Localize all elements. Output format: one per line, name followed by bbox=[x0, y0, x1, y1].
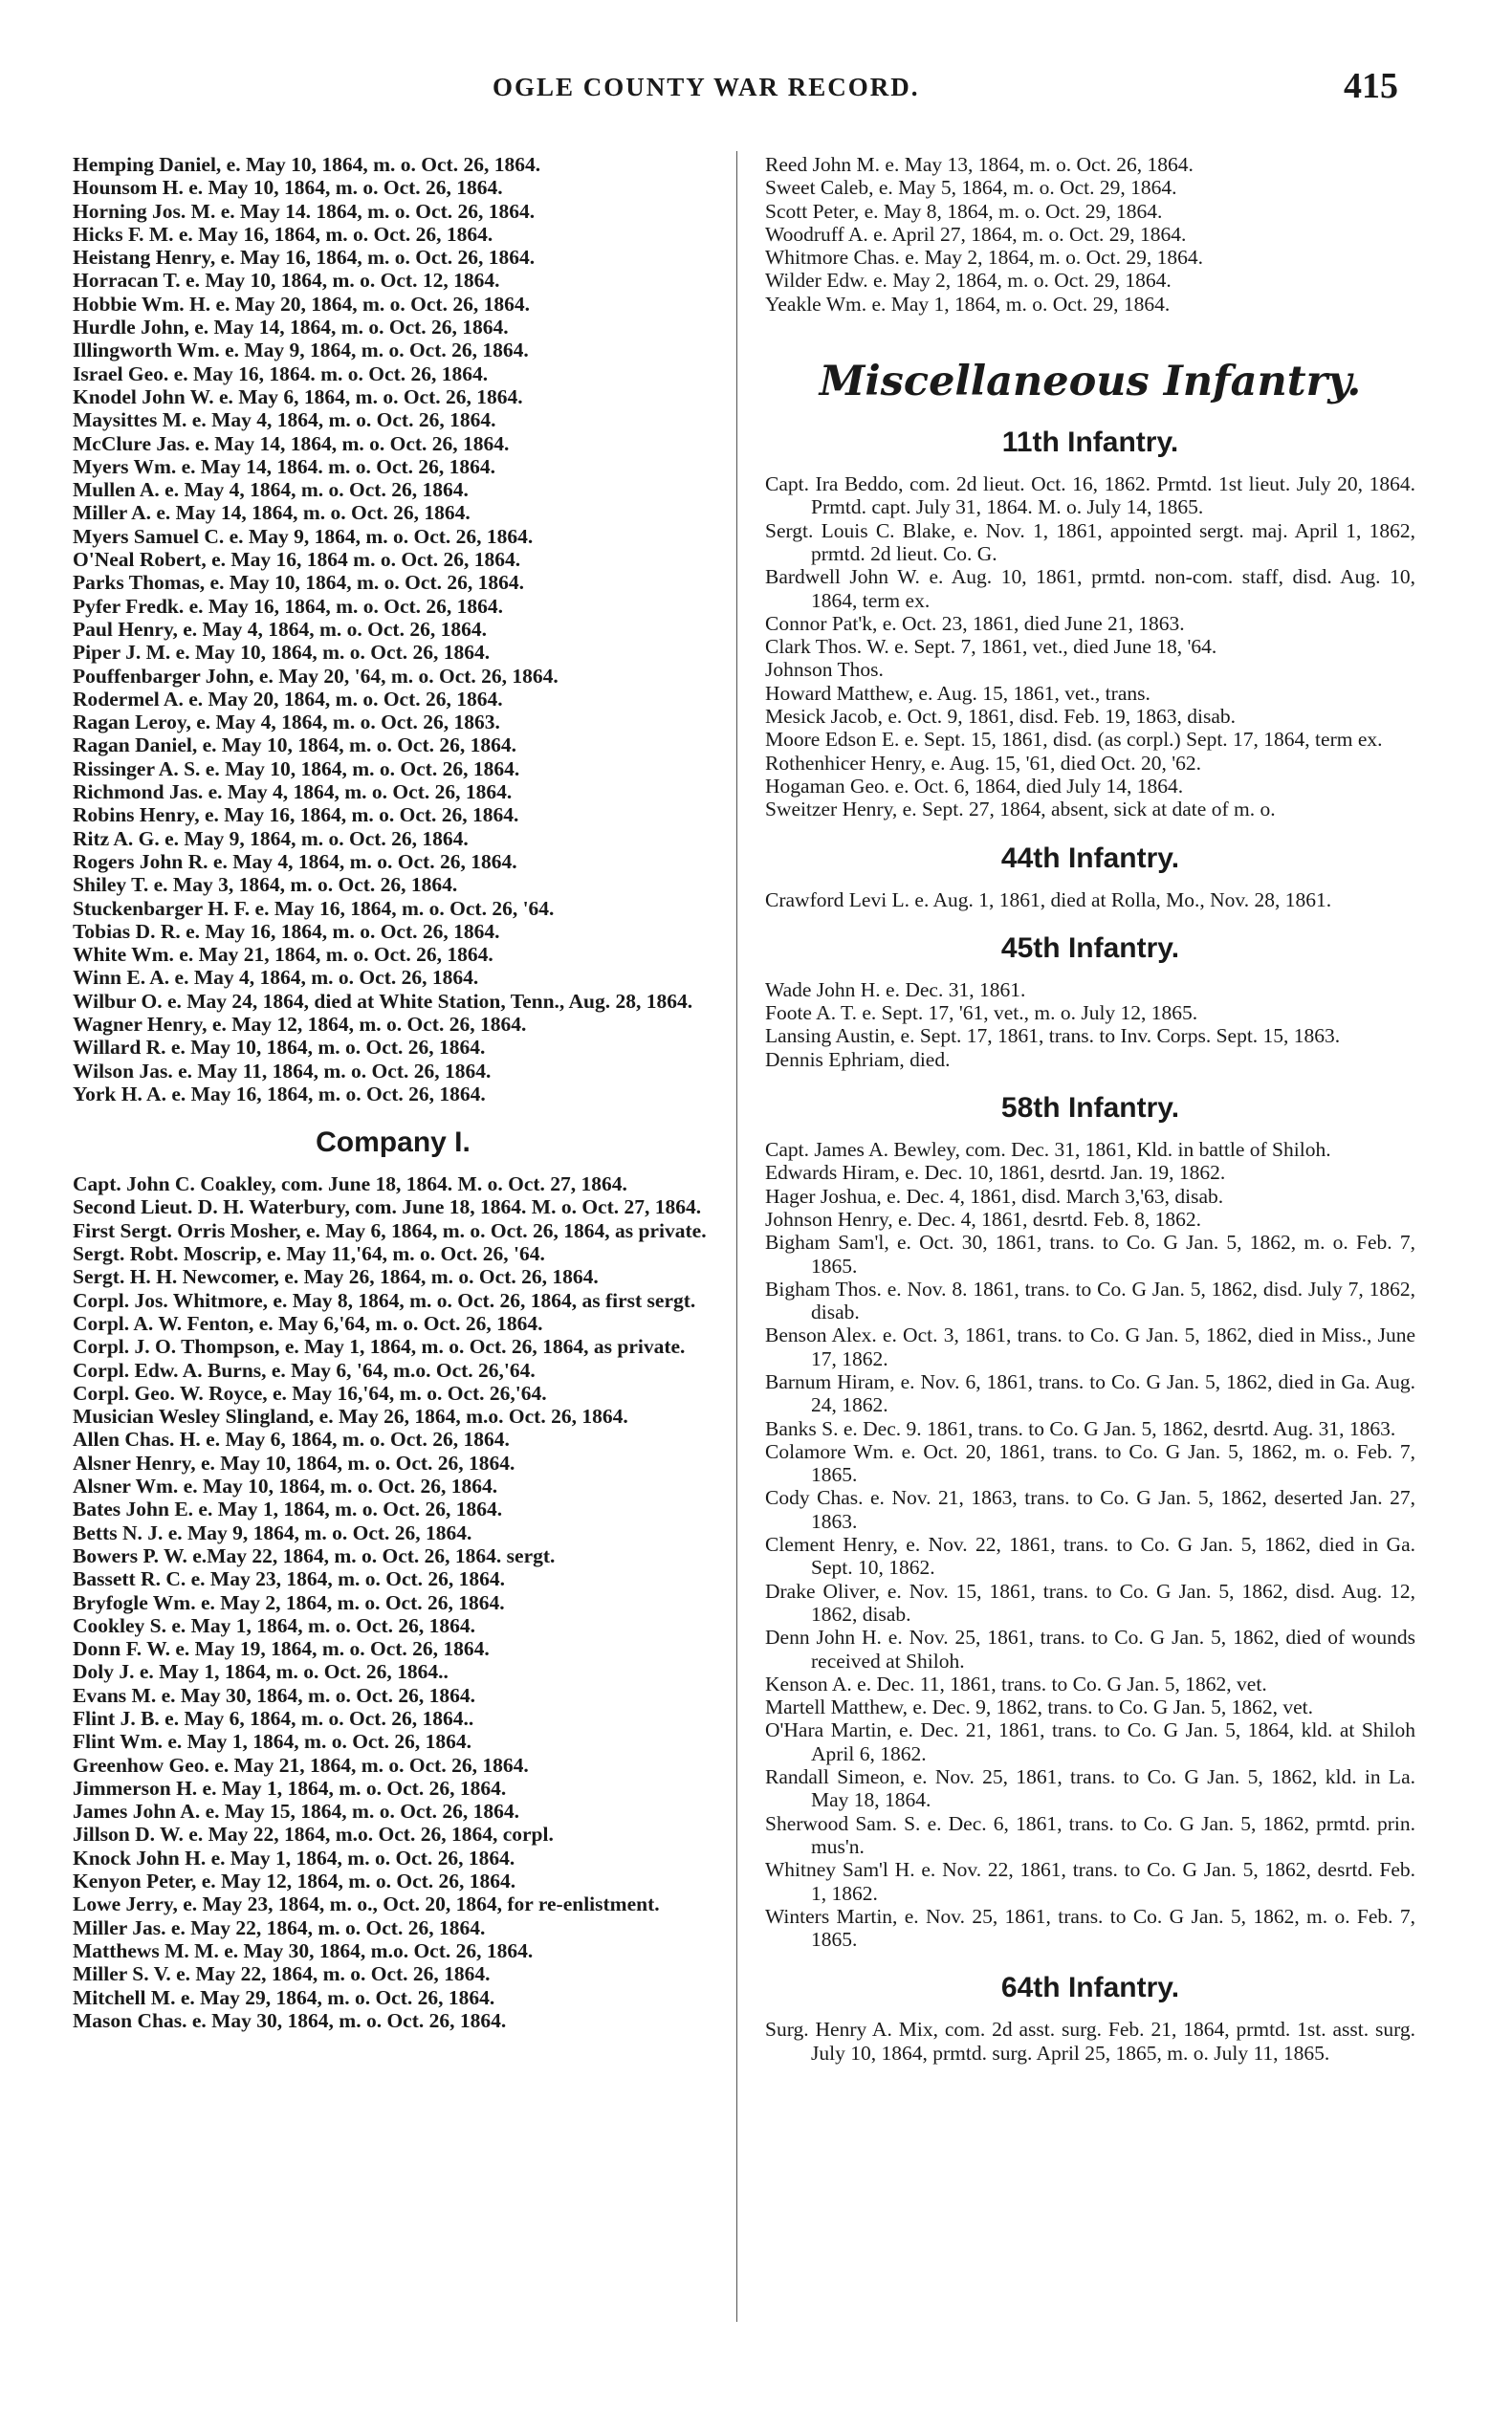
roster-entry: Hounsom H. e. May 10, 1864, m. o. Oct. 26, 1864. bbox=[73, 176, 503, 200]
roster-entry: Paul Henry, e. May 4, 1864, m. o. Oct. 26, 1864. bbox=[73, 617, 487, 641]
roster-entry: Pouffenbarger John, e. May 20, '64, m. o. Oct. 26, 1864. bbox=[73, 664, 559, 688]
roster-entry: Matthews M. M. e. May 30, 1864, m.o. Oct. 26, 1864. bbox=[73, 1938, 534, 1962]
roster-entry: Jillson D. W. e. May 22, 1864, m.o. Oct. 26, 1864, corpl. bbox=[73, 1823, 554, 1847]
roster-entry: Ragan Leroy, e. May 4, 1864, m. o. Oct. 26, 1863. bbox=[73, 711, 500, 734]
page-number: 415 bbox=[1344, 66, 1398, 106]
roster-entry: O'Neal Robert, e. May 16, 1864 m. o. Oct. 26, 1864. bbox=[73, 548, 521, 572]
roster-entry: Doly J. e. May 1, 1864, m. o. Oct. 26, 1864.. bbox=[73, 1660, 449, 1684]
roster-entry: Miller Jas. e. May 22, 1864, m. o. Oct. 26, 1864. bbox=[73, 1915, 486, 1939]
left-column bbox=[73, 153, 713, 2032]
roster-entry: Corpl. A. W. Fenton, e. May 6,'64, m. o. Oct. 26, 1864. bbox=[73, 1311, 543, 1335]
roster-entry: Ritz A. G. e. May 9, 1864, m. o. Oct. 26, 1864. bbox=[73, 826, 469, 850]
roster-entry: Myers Samuel C. e. May 9, 1864, m. o. Oct. 26, 1864. bbox=[73, 524, 534, 548]
roster-entry: Johnson Thos. bbox=[765, 658, 884, 682]
roster-entry: Myers Wm. e. May 14, 1864. m. o. Oct. 26, 1864. bbox=[73, 454, 496, 478]
roster-entry: Miller A. e. May 14, 1864, m. o. Oct. 26, 1864. bbox=[73, 501, 471, 525]
roster-list-continued-right bbox=[765, 153, 1415, 316]
roster-entry: Bates John E. e. May 1, 1864, m. o. Oct. 26, 1864. bbox=[73, 1498, 503, 1521]
roster-entry: Alsner Henry, e. May 10, 1864, m. o. Oct. 26, 1864. bbox=[73, 1451, 515, 1475]
roster-entry: First Sergt. Orris Mosher, e. May 6, 1864, m. o. Oct. 26, 1864, as private. bbox=[73, 1218, 707, 1242]
roster-entry: Piper J. M. e. May 10, 1864, m. o. Oct. 26, 1864. bbox=[73, 641, 491, 665]
roster-entry: Lowe Jerry, e. May 23, 1864, m. o., Oct. 20, 1864, for re-enlistment. bbox=[73, 1892, 660, 1916]
roster-entry: Yeakle Wm. e. May 1, 1864, m. o. Oct. 29, 1864. bbox=[765, 292, 1171, 316]
roster-entry: Cookley S. e. May 1, 1864, m. o. Oct. 26, 1864. bbox=[73, 1613, 476, 1637]
roster-entry: Colamore Wm. e. Oct. 20, 1861, trans. to Co. G Jan. 5, 1862, m. o. Feb. 7, 1865. bbox=[765, 1439, 1415, 1487]
right-column bbox=[765, 153, 1415, 2065]
roster-entry: Corpl. Edw. A. Burns, e. May 6, '64, m.o. Oct. 26,'64. bbox=[73, 1358, 536, 1382]
roster-entry: Horning Jos. M. e. May 14. 1864, m. o. Oct. 26, 1864. bbox=[73, 199, 536, 223]
roster-entry: Lansing Austin, e. Sept. 17, 1861, trans. to Inv. Corps. Sept. 15, 1863. bbox=[765, 1024, 1341, 1048]
roster-entry: Kenson A. e. Dec. 11, 1861, trans. to Co. G Jan. 5, 1862, vet. bbox=[765, 1672, 1267, 1695]
roster-entry: James John A. e. May 15, 1864, m. o. Oct. 26, 1864. bbox=[73, 1800, 519, 1824]
roster-entry: Rissinger A. S. e. May 10, 1864, m. o. Oct. 26, 1864. bbox=[73, 756, 520, 780]
roster-entry: Corpl. Jos. Whitmore, e. May 8, 1864, m. o. Oct. 26, 1864, as first sergt. bbox=[73, 1288, 696, 1312]
roster-entry: Robins Henry, e. May 16, 1864, m. o. Oct. 26, 1864. bbox=[73, 803, 519, 827]
roster-entry: Randall Simeon, e. Nov. 25, 1861, trans. to Co. G Jan. 5, 1862, kld. in La. May 18, 1864. bbox=[765, 1765, 1415, 1812]
roster-entry: Barnum Hiram, e. Nov. 6, 1861, trans. to Co. G Jan. 5, 1862, died in Ga. Aug. 24, 1862. bbox=[765, 1369, 1415, 1417]
roster-entry: Willard R. e. May 10, 1864, m. o. Oct. 26, 1864. bbox=[73, 1036, 486, 1060]
roster-entry: Allen Chas. H. e. May 6, 1864, m. o. Oct. 26, 1864. bbox=[73, 1428, 510, 1452]
roster-entry: Connor Pat'k, e. Oct. 23, 1861, died June 21, 1863. bbox=[765, 611, 1185, 635]
roster-entry: Wagner Henry, e. May 12, 1864, m. o. Oct. 26, 1864. bbox=[73, 1012, 527, 1036]
roster-entry: Flint Wm. e. May 1, 1864, m. o. Oct. 26, 1864. bbox=[73, 1730, 472, 1754]
infantry-section-heading: 58th Infantry. bbox=[1000, 1092, 1180, 1125]
infantry-section-entries bbox=[765, 472, 1415, 820]
roster-entry: Horracan T. e. May 10, 1864, m. o. Oct. 12, 1864. bbox=[73, 269, 500, 293]
infantry-sections bbox=[765, 427, 1415, 2065]
roster-entry: Alsner Wm. e. May 10, 1864, m. o. Oct. 26, 1864. bbox=[73, 1475, 498, 1498]
roster-entry: Wilson Jas. e. May 11, 1864, m. o. Oct. 26, 1864. bbox=[73, 1059, 492, 1083]
roster-entry: Sergt. Louis C. Blake, e. Nov. 1, 1861, appointed sergt. maj. April 1, 1862, prmtd. 2d lieut. Co. G. bbox=[765, 518, 1415, 565]
roster-entry: Bowers P. W. e.May 22, 1864, m. o. Oct. 26, 1864. sergt. bbox=[73, 1543, 556, 1567]
roster-entry: Crawford Levi L. e. Aug. 1, 1861, died at Rolla, Mo., Nov. 28, 1861. bbox=[765, 887, 1332, 911]
roster-entry: Knock John H. e. May 1, 1864, m. o. Oct. 26, 1864. bbox=[73, 1846, 515, 1870]
roster-entry: Winn E. A. e. May 4, 1864, m. o. Oct. 26, 1864. bbox=[73, 966, 479, 990]
roster-entry: Rothenhicer Henry, e. Aug. 15, '61, died Oct. 20, '62. bbox=[765, 751, 1201, 775]
roster-entry: Hobbie Wm. H. e. May 20, 1864, m. o. Oct. 26, 1864. bbox=[73, 292, 530, 316]
page-header bbox=[0, 65, 1512, 113]
roster-entry: Bardwell John W. e. Aug. 10, 1861, prmtd. non-com. staff, disd. Aug. 10, 1864, term ex. bbox=[765, 565, 1415, 612]
roster-entry: Banks S. e. Dec. 9. 1861, trans. to Co. G Jan. 5, 1862, desrtd. Aug. 31, 1863. bbox=[765, 1416, 1396, 1440]
roster-entry: Hurdle John, e. May 14, 1864, m. o. Oct. 26, 1864. bbox=[73, 316, 509, 339]
infantry-section-heading: 45th Infantry. bbox=[1000, 931, 1180, 964]
roster-entry: Jimmerson H. e. May 1, 1864, m. o. Oct. 26, 1864. bbox=[73, 1776, 507, 1800]
roster-entry: Mullen A. e. May 4, 1864, m. o. Oct. 26, 1864. bbox=[73, 478, 469, 502]
roster-entry: Mesick Jacob, e. Oct. 9, 1861, disd. Feb. 19, 1863, disab. bbox=[765, 705, 1237, 729]
roster-entry: Howard Matthew, e. Aug. 15, 1861, vet., trans. bbox=[765, 681, 1150, 705]
roster-entry: Clark Thos. W. e. Sept. 7, 1861, vet., died June 18, '64. bbox=[765, 635, 1217, 659]
roster-entry: York H. A. e. May 16, 1864, m. o. Oct. 26, 1864. bbox=[73, 1082, 486, 1105]
roster-entry: Bigham Sam'l, e. Oct. 30, 1861, trans. to Co. G Jan. 5, 1862, m. o. Feb. 7, 1865. bbox=[765, 1231, 1415, 1278]
roster-entry: O'Hara Martin, e. Dec. 21, 1861, trans. to Co. G Jan. 5, 1864, kld. at Shiloh April 6, 1862. bbox=[765, 1718, 1415, 1765]
roster-entry: Benson Alex. e. Oct. 3, 1861, trans. to Co. G Jan. 5, 1862, died in Miss., June 17, 1862. bbox=[765, 1323, 1415, 1370]
roster-entry: Capt. James A. Bewley, com. Dec. 31, 1861, Kld. in battle of Shiloh. bbox=[765, 1138, 1331, 1162]
roster-entry: Israel Geo. e. May 16, 1864. m. o. Oct. 26, 1864. bbox=[73, 361, 489, 385]
roster-entry: Edwards Hiram, e. Dec. 10, 1861, desrtd. Jan. 19, 1862. bbox=[765, 1161, 1226, 1185]
roster-entry: Hogaman Geo. e. Oct. 6, 1864, died July 14, 1864. bbox=[765, 774, 1184, 798]
roster-entry: Sherwood Sam. S. e. Dec. 6, 1861, trans. to Co. G Jan. 5, 1862, prmtd. prin. mus'n. bbox=[765, 1811, 1415, 1858]
roster-entry: Illingworth Wm. e. May 9, 1864, m. o. Oct. 26, 1864. bbox=[73, 339, 529, 362]
roster-list-continued bbox=[73, 153, 713, 1105]
roster-entry: Capt. Ira Beddo, com. 2d lieut. Oct. 16, 1862. Prmtd. 1st lieut. July 20, 1864. Prmtd. capt. July 31, 1864. M. o. July 14, 1865. bbox=[765, 472, 1415, 519]
roster-entry: Musician Wesley Slingland, e. May 26, 1864, m.o. Oct. 26, 1864. bbox=[73, 1405, 628, 1429]
roster-entry: Whitney Sam'l H. e. Nov. 22, 1861, trans. to Co. G Jan. 5, 1862, desrtd. Feb. 1, 1862. bbox=[765, 1858, 1415, 1905]
roster-entry: Maysittes M. e. May 4, 1864, m. o. Oct. 26, 1864. bbox=[73, 408, 496, 432]
roster-entry: Reed John M. e. May 13, 1864, m. o. Oct. 26, 1864. bbox=[765, 153, 1194, 176]
roster-entry: Mason Chas. e. May 30, 1864, m. o. Oct. 26, 1864. bbox=[73, 2008, 507, 2032]
roster-entry: Corpl. J. O. Thompson, e. May 1, 1864, m. o. Oct. 26, 1864, as private. bbox=[73, 1335, 686, 1359]
roster-entry: Shiley T. e. May 3, 1864, m. o. Oct. 26, 1864. bbox=[73, 873, 458, 897]
roster-entry: Bigham Thos. e. Nov. 8. 1861, trans. to Co. G Jan. 5, 1862, disd. July 7, 1862, disab. bbox=[765, 1277, 1415, 1324]
running-title: OGLE COUNTY WAR RECORD. bbox=[493, 73, 920, 101]
roster-entry: Ragan Daniel, e. May 10, 1864, m. o. Oct. 26, 1864. bbox=[73, 733, 517, 757]
roster-entry: Pyfer Fredk. e. May 16, 1864, m. o. Oct. 26, 1864. bbox=[73, 594, 504, 618]
roster-entry: Parks Thomas, e. May 10, 1864, m. o. Oct. 26, 1864. bbox=[73, 571, 524, 595]
roster-entry: Sergt. Robt. Moscrip, e. May 11,'64, m. o. Oct. 26, '64. bbox=[73, 1242, 545, 1266]
roster-entry: Dennis Ephriam, died. bbox=[765, 1047, 951, 1071]
roster-entry: Kenyon Peter, e. May 12, 1864, m. o. Oct. 26, 1864. bbox=[73, 1870, 516, 1893]
roster-entry: Tobias D. R. e. May 16, 1864, m. o. Oct. 26, 1864. bbox=[73, 919, 500, 943]
roster-entry: Martell Matthew, e. Dec. 9, 1862, trans. to Co. G Jan. 5, 1862, vet. bbox=[765, 1695, 1314, 1719]
roster-entry: Hemping Daniel, e. May 10, 1864, m. o. Oct. 26, 1864. bbox=[73, 153, 541, 176]
roster-entry: Cody Chas. e. Nov. 21, 1863, trans. to Co. G Jan. 5, 1862, deserted Jan. 27, 1863. bbox=[765, 1486, 1415, 1533]
roster-entry: Woodruff A. e. April 27, 1864, m. o. Oct. 29, 1864. bbox=[765, 222, 1187, 246]
roster-entry: Richmond Jas. e. May 4, 1864, m. o. Oct. 26, 1864. bbox=[73, 780, 513, 804]
roster-entry: Rodermel A. e. May 20, 1864, m. o. Oct. 26, 1864. bbox=[73, 687, 503, 711]
roster-entry: Surg. Henry A. Mix, com. 2d asst. surg. Feb. 21, 1864, prmtd. 1st. asst. surg. July 10, 1864, prmtd. surg. April 25, 1865, m. o. July 11, 1865. bbox=[765, 2018, 1415, 2065]
roster-entry: Betts N. J. e. May 9, 1864, m. o. Oct. 26, 1864. bbox=[73, 1520, 472, 1544]
roster-entry: Wilder Edw. e. May 2, 1864, m. o. Oct. 29, 1864. bbox=[765, 269, 1172, 293]
roster-entry: Denn John H. e. Nov. 25, 1861, trans. to Co. G Jan. 5, 1862, died of wounds received at Shiloh. bbox=[765, 1626, 1415, 1673]
infantry-section-entries bbox=[765, 978, 1415, 1071]
roster-entry: Drake Oliver, e. Nov. 15, 1861, trans. to Co. G Jan. 5, 1862, disd. Aug. 12, 1862, disab. bbox=[765, 1579, 1415, 1626]
roster-entry: Johnson Henry, e. Dec. 4, 1861, desrtd. Feb. 8, 1862. bbox=[765, 1207, 1202, 1231]
infantry-section-heading: 44th Infantry. bbox=[1000, 842, 1180, 874]
roster-entry: Donn F. W. e. May 19, 1864, m. o. Oct. 26, 1864. bbox=[73, 1637, 490, 1661]
roster-entry: Hicks F. M. e. May 16, 1864, m. o. Oct. 26, 1864. bbox=[73, 222, 493, 246]
roster-entry: Bryfogle Wm. e. May 2, 1864, m. o. Oct. 26, 1864. bbox=[73, 1590, 505, 1614]
roster-entry: Scott Peter, e. May 8, 1864, m. o. Oct. 29, 1864. bbox=[765, 199, 1163, 223]
infantry-section-entries bbox=[765, 1138, 1415, 1951]
company-i-roster bbox=[73, 1172, 713, 2032]
roster-entry: Wade John H. e. Dec. 31, 1861. bbox=[765, 977, 1026, 1001]
roster-entry: Miller S. V. e. May 22, 1864, m. o. Oct. 26, 1864. bbox=[73, 1962, 491, 1986]
roster-entry: Foote A. T. e. Sept. 17, '61, vet., m. o. July 12, 1865. bbox=[765, 1001, 1198, 1025]
company-i-heading: Company I. bbox=[316, 1127, 471, 1159]
roster-entry: Second Lieut. D. H. Waterbury, com. June 18, 1864. M. o. Oct. 27, 1864. bbox=[73, 1195, 702, 1219]
roster-entry: Stuckenbarger H. F. e. May 16, 1864, m. o. Oct. 26, '64. bbox=[73, 896, 555, 920]
roster-entry: Evans M. e. May 30, 1864, m. o. Oct. 26, 1864. bbox=[73, 1683, 476, 1707]
roster-entry: Capt. John C. Coakley, com. June 18, 1864. M. o. Oct. 27, 1864. bbox=[73, 1172, 627, 1196]
roster-entry: Moore Edson E. e. Sept. 15, 1861, disd. (as corpl.) Sept. 17, 1864, term ex. bbox=[765, 728, 1383, 752]
roster-entry: Corpl. Geo. W. Royce, e. May 16,'64, m. o. Oct. 26,'64. bbox=[73, 1381, 547, 1405]
roster-entry: Sweet Caleb, e. May 5, 1864, m. o. Oct. 29, 1864. bbox=[765, 176, 1177, 200]
roster-entry: Flint J. B. e. May 6, 1864, m. o. Oct. 26, 1864.. bbox=[73, 1707, 474, 1730]
infantry-section-entries bbox=[765, 2018, 1415, 2065]
miscellaneous-infantry-heading: Miscellaneous Infantry. bbox=[819, 358, 1362, 406]
roster-entry: White Wm. e. May 21, 1864, m. o. Oct. 26, 1864. bbox=[73, 943, 493, 967]
roster-entry: Greenhow Geo. e. May 21, 1864, m. o. Oct. 26, 1864. bbox=[73, 1753, 529, 1777]
roster-entry: Clement Henry, e. Nov. 22, 1861, trans. to Co. G Jan. 5, 1862, died in Ga. Sept. 10, 1862. bbox=[765, 1533, 1415, 1580]
roster-entry: Sweitzer Henry, e. Sept. 27, 1864, absent, sick at date of m. o. bbox=[765, 798, 1276, 821]
infantry-section-heading: 11th Infantry. bbox=[1001, 427, 1179, 459]
roster-entry: Mitchell M. e. May 29, 1864, m. o. Oct. 26, 1864. bbox=[73, 1985, 495, 2009]
roster-entry: McClure Jas. e. May 14, 1864, m. o. Oct. 26, 1864. bbox=[73, 431, 510, 455]
roster-entry: Whitmore Chas. e. May 2, 1864, m. o. Oct. 29, 1864. bbox=[765, 246, 1204, 270]
roster-entry: Wilbur O. e. May 24, 1864, died at White Station, Tenn., Aug. 28, 1864. bbox=[73, 989, 693, 1013]
roster-entry: Sergt. H. H. Newcomer, e. May 26, 1864, m. o. Oct. 26, 1864. bbox=[73, 1265, 599, 1289]
roster-entry: Winters Martin, e. Nov. 25, 1861, trans. to Co. G Jan. 5, 1862, m. o. Feb. 7, 1865. bbox=[765, 1904, 1415, 1952]
roster-entry: Heistang Henry, e. May 16, 1864, m. o. Oct. 26, 1864. bbox=[73, 246, 536, 270]
roster-entry: Knodel John W. e. May 6, 1864, m. o. Oct. 26, 1864. bbox=[73, 384, 523, 408]
roster-entry: Rogers John R. e. May 4, 1864, m. o. Oct. 26, 1864. bbox=[73, 849, 517, 873]
infantry-section-entries bbox=[765, 888, 1415, 911]
infantry-section-heading: 64th Infantry. bbox=[1000, 1972, 1180, 2004]
column-divider bbox=[736, 151, 737, 2322]
roster-entry: Bassett R. C. e. May 23, 1864, m. o. Oct. 26, 1864. bbox=[73, 1567, 506, 1591]
roster-entry: Hager Joshua, e. Dec. 4, 1861, disd. March 3,'63, disab. bbox=[765, 1184, 1224, 1208]
